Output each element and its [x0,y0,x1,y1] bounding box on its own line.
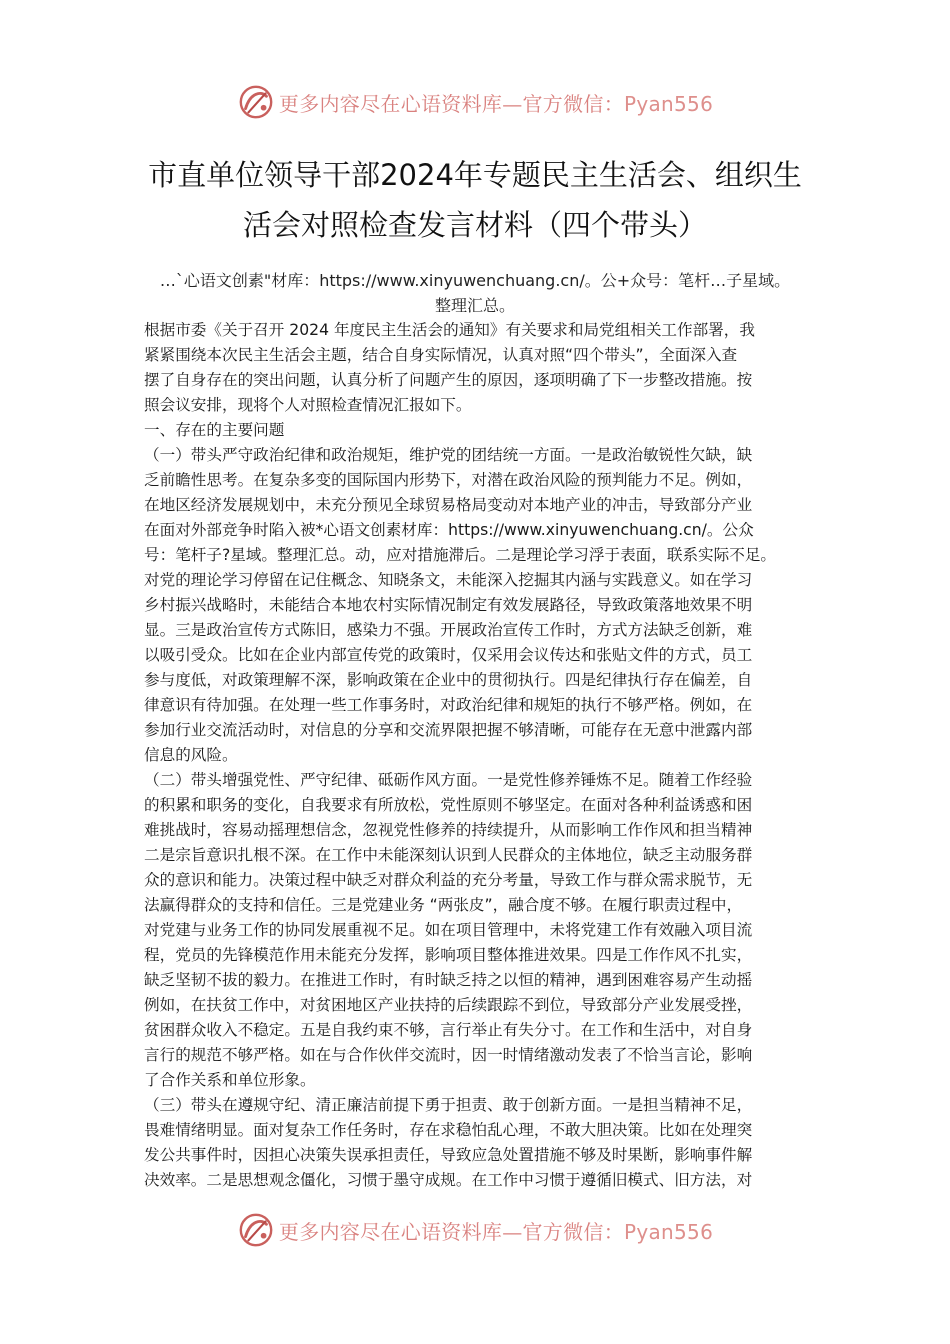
body-line: 照会议安排，现将个人对照检查情况汇报如下。 [144,396,472,414]
watermark-banner-bottom [0,1208,950,1252]
body-line: 例如，在扶贫工作中，对贫困地区产业扶持的后续跟踪不到位，导致部分产业发展受挫， [144,996,753,1014]
body-line: 参加行业交流活动时，对信息的分享和交流界限把握不够清晰，可能存在无意中泄露内部 [144,721,753,739]
body-line: （三）带头在遵规守纪、清正廉洁前提下勇于担责、敢于创新方面。一是担当精神不足， [144,1096,753,1114]
body-line: 对党的理论学习停留在记住概念、知晓条文，未能深入挖掘其内涵与实践意义。如在学习 [144,571,753,589]
body-line: 摆了自身存在的突出问题，认真分析了问题产生的原因，逐项明确了下一步整改措施。按 [144,371,753,389]
body-line: 法赢得群众的支持和信任。三是党建业务 “两张皮”，融合度不够。在履行职责过程中， [144,896,743,914]
watermark-text: 更多内容尽在心语资料库—官方微信：Pyan556 [278,91,714,116]
body-line: 信息的风险。 [144,746,238,764]
body-line: 畏难情绪明显。面对复杂工作任务时，存在求稳怕乱心理，不敢大胆决策。比如在处理突 [144,1121,753,1139]
body-line: 对党建与业务工作的协同发展重视不足。如在项目管理中，未将党建工作有效融入项目流 [144,921,753,939]
body-line: 缺乏坚韧不拔的毅力。在推进工作时，有时缺乏持之以恒的精神，遇到困难容易产生动摇 [144,971,753,989]
body-line: 显。三是政治宣传方式陈旧，感染力不强。开展政治宣传工作时，方式方法缺乏创新，难 [144,621,753,639]
body-line: 决效率。二是思想观念僵化，习惯于墨守成规。在工作中习惯于遵循旧模式、旧方法，对 [144,1171,753,1189]
body-line: 在地区经济发展规划中，未充分预见全球贸易格局变动对本地产业的冲击，导致部分产业 [144,496,753,514]
document-title [80,150,870,250]
body-line: 根据市委《关于召开 2024 年度民主生活会的通知》有关要求和局党组相关工作部署，我 [144,321,755,339]
body-line: 程，党员的先锋模范作用未能充分发挥，影响项目整体推进效果。四是工作作风不扎实， [144,946,753,964]
body-line: 参与度低，对政策理解不深，影响政策在企业中的贯彻执行。四是纪律执行存在偏差，自 [144,671,753,689]
title-line: 活会对照检查发言材料（四个带头） [242,208,707,242]
title-line: 市直单位领导干部2024年专题民主生活会、组织生 [148,158,802,192]
xinyu-logo-icon [237,83,275,121]
source-line: 整理汇总。 [434,296,515,315]
body-line: 以吸引受众。比如在企业内部宣传党的政策时，仅采用会议传达和张贴文件的方式，员工 [144,646,753,664]
document-body [144,318,814,1193]
body-line: 号：笔杆子?星域。整理汇总。动，应对措施滞后。二是理论学习浮于表面，联系实际不足。 [144,546,777,564]
body-line: 贫困群众收入不稳定。五是自我约束不够，言行举止有失分寸。在工作和生活中，对自身 [144,1021,753,1039]
body-line: 众的意识和能力。决策过程中缺乏对群众利益的充分考量，导致工作与群众需求脱节，无 [144,871,753,889]
wechat-id: Pyan556 [624,91,714,116]
body-line: （一）带头严守政治纪律和政治规矩，维护党的团结统一方面。一是政治敏锐性欠缺，缺 [144,446,753,464]
xinyu-logo-icon [237,1211,275,1249]
body-line: 在面对外部竞争时陷入被*心语文创素材库：https://www.xinyuwenchuang.cn/。公众 [144,521,754,539]
body-line: 了合作关系和单位形象。 [144,1071,316,1089]
body-line: 难挑战时，容易动摇理想信念，忽视党性修养的持续提升，从而影响工作作风和担当精神 [144,821,753,839]
body-line: 的积累和职务的变化，自我要求有所放松，党性原则不够坚定。在面对各种利益诱惑和困 [144,796,753,814]
body-line: 乏前瞻性思考。在复杂多变的国际国内形势下，对潜在政治风险的预判能力不足。例如， [144,471,753,489]
body-line: 紧紧围绕本次民主生活会主题，结合自身实际情况，认真对照“四个带头”，全面深入查 [144,346,738,364]
body-line: 二是宗旨意识扎根不深。在工作中未能深刻认识到人民群众的主体地位，缺乏主动服务群 [144,846,753,864]
body-line: 言行的规范不够严格。如在与合作伙伴交流时，因一时情绪激动发表了不恰当言论，影响 [144,1046,753,1064]
source-note [120,268,830,318]
watermark-banner-top [0,80,950,124]
section-heading: 一、存在的主要问题 [144,421,285,439]
watermark-text: 更多内容尽在心语资料库—官方微信：Pyan556 [278,1219,714,1244]
wechat-id: Pyan556 [624,1219,714,1244]
body-line: 发公共事件时，因担心决策失误承担责任，导致应急处置措施不够及时果断，影响事件解 [144,1146,753,1164]
source-line: …`心语文创素"材库：https://www.xinyuwenchuang.cn/。公+众号：笔杆…子星域。 [159,271,791,290]
body-line: 律意识有待加强。在处理一些工作事务时，对政治纪律和规矩的执行不够严格。例如，在 [144,696,753,714]
body-line: 乡村振兴战略时，未能结合本地农村实际情况制定有效发展路径，导致政策落地效果不明 [144,596,753,614]
body-line: （二）带头增强党性、严守纪律、砥砺作风方面。一是党性修养锤炼不足。随着工作经验 [144,771,753,789]
